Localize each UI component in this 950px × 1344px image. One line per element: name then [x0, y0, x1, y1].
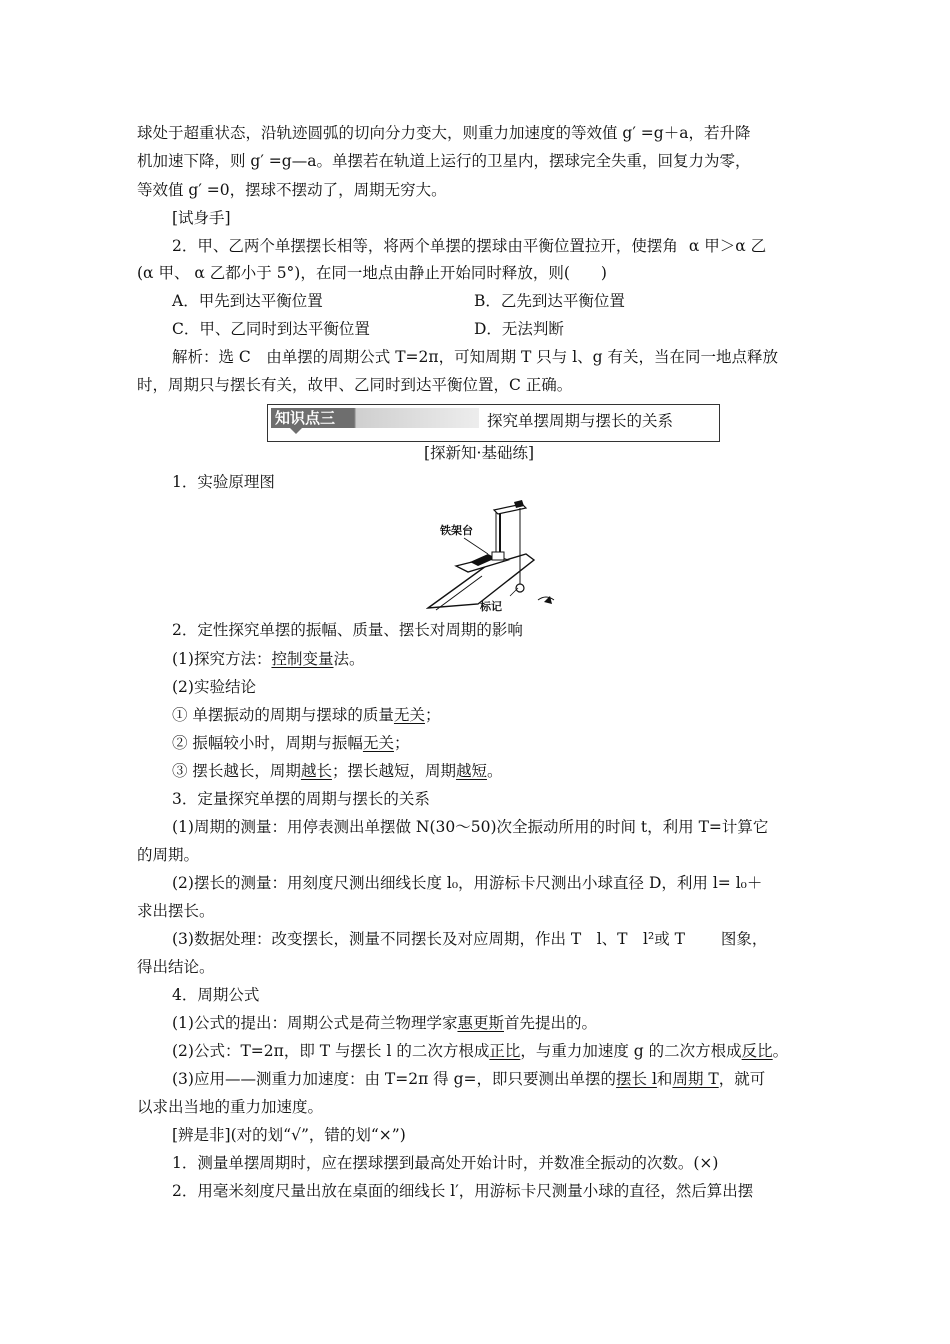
knowledge-point-tag-label: 知识点三 [275, 409, 336, 427]
text: ，与重力加速度 g 的二次方根成 [520, 1042, 742, 1060]
explore-heading: [探新知·基础练] [424, 444, 535, 462]
knowledge-point-header [267, 404, 720, 442]
section-3-3-line-1: (3)数据处理：改变摆长，测量不同摆长及对应周期，作出 T l、T l²或 T 图象， [172, 930, 768, 948]
underlined-answer: 惠更斯 [457, 1014, 504, 1032]
text: 。 [772, 1042, 789, 1060]
knowledge-point-tag [271, 408, 479, 428]
tag-notch [290, 428, 302, 434]
text: (1)探究方法： [172, 650, 272, 668]
text: 。 [486, 762, 503, 780]
try-heading: [试身手] [172, 209, 231, 227]
text-line-1: 球处于超重状态，沿轨迹圆弧的切向分力变大，则重力加速度的等效值 g′ =g＋a，若升降 [137, 124, 751, 142]
knowledge-point-title: 探究单摆周期与摆长的关系 [487, 412, 674, 430]
underlined-answer: 越短 [455, 762, 487, 780]
section-2-title: 2．定性探究单摆的振幅、质量、摆长对周期的影响 [172, 621, 523, 639]
text: ；摆长越短，周期 [331, 762, 456, 780]
solution-line-2: 时，周期只与摆长有关，故甲、乙同时到达平衡位置，C 正确。 [137, 376, 573, 394]
section-4-1 [172, 1013, 597, 1033]
underlined-answer: 无关 [362, 734, 394, 752]
judge-item-1: 1．测量单摆周期时，应在摆球摆到最高处开始计时，并数准全振动的次数。(×) [172, 1154, 719, 1172]
underlined-answer: 无关 [393, 706, 425, 724]
section-3-1-line-1: (1)周期的测量：用停表测出单摆做 N(30～50)次全振动所用的时间 t，利用 T=计算它 [172, 818, 769, 836]
judge-heading: [辨是非](对的划“√”，错的划“×”) [172, 1126, 406, 1144]
text: 首先提出的。 [503, 1014, 597, 1032]
text: ； [424, 706, 441, 724]
text: (3)应用——测重力加速度：由 T=2π 得 g=，即只要测出单摆的 [172, 1070, 617, 1088]
section-2-conclusion: (2)实验结论 [172, 678, 256, 696]
label-iron-stand: 铁架台 [440, 524, 473, 537]
text: ③ 摆长越长，周期 [172, 762, 301, 780]
option-b: B．乙先到达平衡位置 [474, 292, 625, 310]
section-3-title: 3．定量探究单摆的周期与摆长的关系 [172, 790, 430, 808]
conclusion-3 [172, 761, 503, 781]
text: ② 振幅较小时，周期与振幅 [172, 734, 363, 752]
label-mark: 标记 [480, 600, 502, 613]
underlined-answer: 正比 [489, 1042, 521, 1060]
text-line-2: 机加速下降，则 g′ =g—a。单摆若在轨道上运行的卫星内，摆球完全失重，回复力为零， [137, 152, 751, 170]
question-2-line-2: (α 甲、 α 乙都小于 5°)，在同一地点由静止开始同时释放，则( ) [137, 264, 607, 282]
option-d: D．无法判断 [474, 320, 564, 338]
text: ，就可 [718, 1070, 766, 1088]
option-a: A．甲先到达平衡位置 [172, 292, 323, 310]
solution-line-1: 解析：选 C 由单摆的周期公式 T=2π，可知周期 T 只与 l、g 有关，当在同一地点释放 [172, 348, 779, 366]
question-2-angles: α 甲＞α 乙 [688, 237, 767, 255]
section-4-3-line-2: 以求出当地的重力加速度。 [137, 1098, 324, 1116]
text: 和 [656, 1070, 673, 1088]
underlined-answer: 反比 [741, 1042, 773, 1060]
text: (2)公式：T=2π，即 T 与摆长 l 的二次方根成 [172, 1042, 490, 1060]
underlined-answer: 周期 T [672, 1070, 719, 1088]
conclusion-1 [172, 705, 440, 725]
underlined-answer: 越长 [300, 762, 332, 780]
conclusion-2 [172, 733, 409, 753]
section-4-2 [172, 1041, 788, 1061]
section-3-1-line-2: 的周期。 [137, 846, 200, 864]
section-2-method [172, 649, 365, 669]
option-c: C．甲、乙同时到达平衡位置 [172, 320, 370, 338]
text-line-3: 等效值 g′ =0，摆球不摆动了，周期无穷大。 [137, 181, 447, 199]
text: ； [393, 734, 410, 752]
pendulum-apparatus-diagram [426, 496, 566, 614]
text: ① 单摆振动的周期与摆球的质量 [172, 706, 394, 724]
text: (1)公式的提出：周期公式是荷兰物理学家 [172, 1014, 458, 1032]
text: 法。 [333, 650, 365, 668]
section-3-2-line-1: (2)摆长的测量：用刻度尺测出细线长度 l₀，用游标卡尺测出小球直径 D，利用 l= l₀＋ [172, 874, 763, 892]
question-2-text: 2．甲、乙两个单摆摆长相等，将两个单摆的摆球由平衡位置拉开，使摆角 [172, 237, 678, 255]
section-1-title: 1．实验原理图 [172, 473, 275, 491]
section-4-3-line-1 [172, 1069, 765, 1089]
underlined-answer: 摆长 l [616, 1070, 657, 1088]
underlined-answer: 控制变量 [271, 650, 334, 668]
section-3-2-line-2: 求出摆长。 [137, 902, 215, 920]
section-4-title: 4．周期公式 [172, 986, 260, 1004]
question-2-line-1 [172, 236, 766, 256]
section-3-3-line-2: 得出结论。 [137, 958, 215, 976]
judge-item-2: 2．用毫米刻度尺量出放在桌面的细线长 l′，用游标卡尺测量小球的直径，然后算出摆 [172, 1182, 754, 1200]
